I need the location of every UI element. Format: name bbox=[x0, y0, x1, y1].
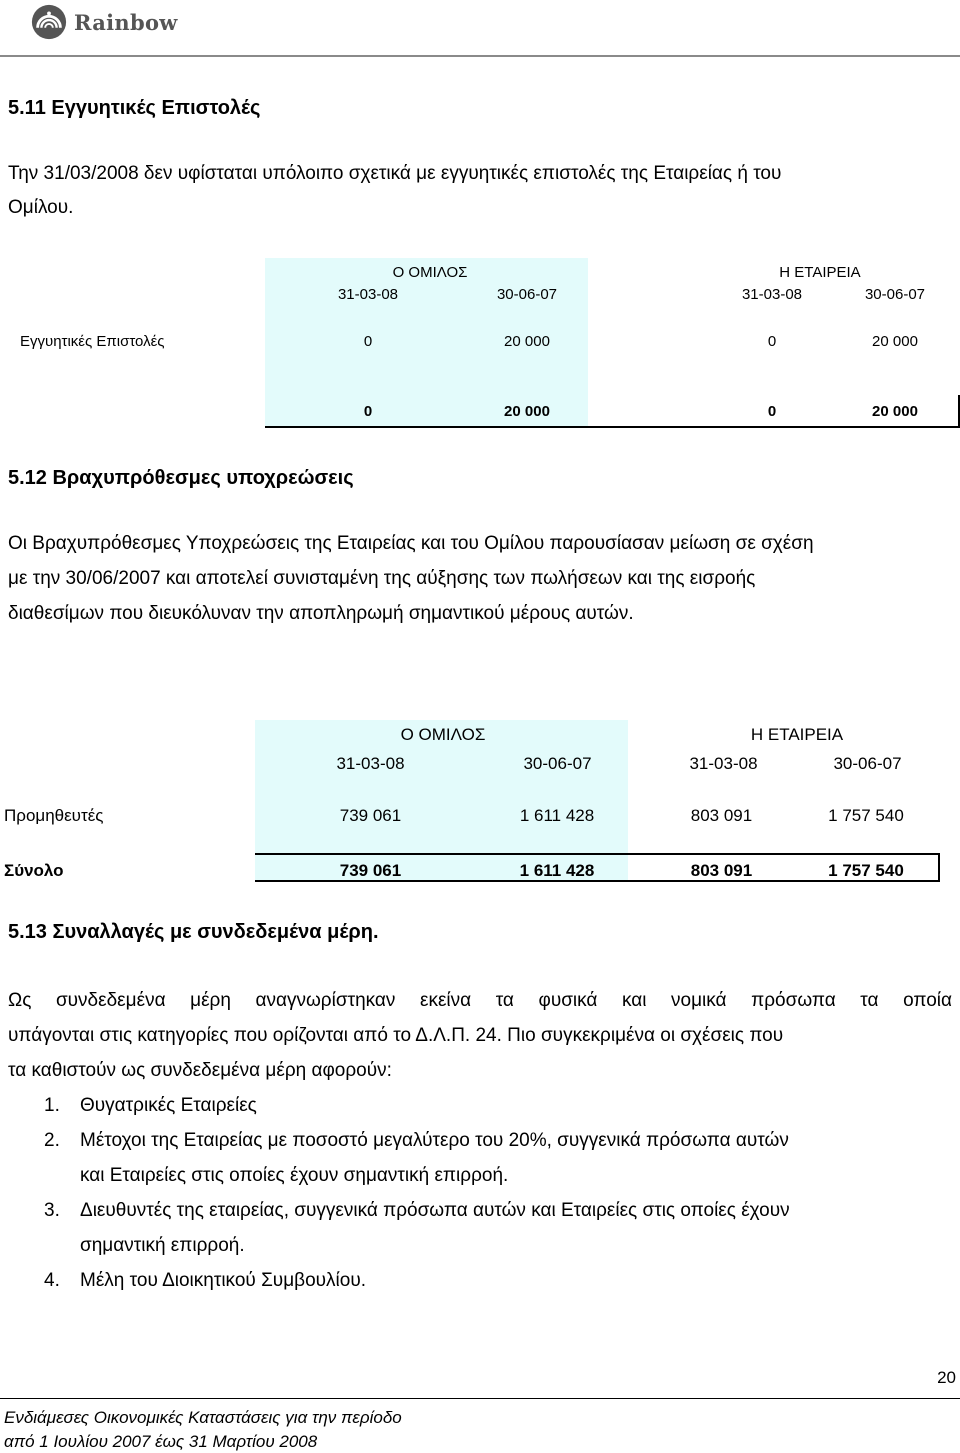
table1-date: 30-06-07 bbox=[496, 286, 558, 303]
header-divider bbox=[0, 55, 960, 57]
section-5-11-para-line1: Την 31/03/2008 δεν υφίσταται υπόλοιπο σχετικά με εγγυητικές επιστολές της Εταιρείας ή του bbox=[8, 163, 782, 184]
section-5-12-para-line: Οι Βραχυπρόθεσμες Υποχρεώσεις της Εταιρείας και του Ομίλου παρουσίασαν μείωση σε σχέση bbox=[8, 533, 814, 554]
section-5-13-para-line: τα καθιστούν ως συνδεδεμένα μέρη αφορούν: bbox=[8, 1060, 392, 1081]
brand-name: Rainbow bbox=[74, 9, 178, 35]
table1-cell: 20 000 bbox=[872, 333, 918, 350]
footer-divider bbox=[0, 1398, 960, 1399]
table2-cell: 803 091 bbox=[690, 806, 753, 825]
table2-date: 31-03-08 bbox=[689, 754, 758, 773]
page-number: 20 bbox=[937, 1368, 956, 1387]
table2-cell: 1 757 540 bbox=[828, 806, 904, 825]
table1-row-label: Εγγυητικές Επιστολές bbox=[20, 333, 165, 350]
list-item: Μέλη του Διοικητικού Συμβουλίου. bbox=[80, 1270, 366, 1291]
section-5-12-para-line: διαθεσίμων που διευκόλυναν την αποπληρωμή σημαντικού μέρους αυτών. bbox=[8, 603, 634, 624]
brand-logo bbox=[30, 3, 178, 41]
table1-total-cell: 0 bbox=[767, 403, 777, 420]
table2-top-rule bbox=[255, 853, 940, 855]
table2-total-cell: 803 091 bbox=[690, 861, 753, 880]
list-item-number: 4. bbox=[44, 1270, 60, 1291]
table2-total-cell: 1 757 540 bbox=[828, 861, 904, 880]
table1-company-header: Η ΕΤΑΙΡΕΙΑ bbox=[779, 264, 861, 281]
list-item-number: 3. bbox=[44, 1200, 60, 1221]
table2-company-header: Η ΕΤΑΙΡΕΙΑ bbox=[750, 725, 844, 744]
section-5-13-para-line: υπάγονται στις κατηγορίες που ορίζονται από το Δ.Λ.Π. 24. Πιο συγκεκριμένα οι σχέσεις που bbox=[8, 1025, 784, 1046]
table1-total-cell: 20 000 bbox=[504, 403, 550, 420]
rainbow-logo-icon bbox=[30, 3, 68, 41]
list-item-number: 2. bbox=[44, 1130, 60, 1151]
table2-total-cell: 739 061 bbox=[339, 861, 402, 880]
section-5-13-title: 5.13 Συναλλαγές με συνδεδεμένα μέρη. bbox=[8, 921, 379, 943]
table1-total-cell: 0 bbox=[363, 403, 373, 420]
table2-group-header: Ο ΟΜΙΛΟΣ bbox=[400, 725, 486, 744]
table1-cell: 20 000 bbox=[504, 333, 550, 350]
table1-date: 30-06-07 bbox=[864, 286, 926, 303]
list-item: Μέτοχοι της Εταιρείας με ποσοστό μεγαλύτερο του 20%, συγγενικά πρόσωπα αυτών bbox=[80, 1130, 789, 1151]
section-5-11-para-line2: Ομίλου. bbox=[8, 197, 74, 218]
footer-line: Ενδιάμεσες Οικονομικές Καταστάσεις για την περίοδο bbox=[4, 1408, 402, 1427]
table1-group-header: Ο ΟΜΙΛΟΣ bbox=[392, 264, 468, 281]
table1-bottom-rule bbox=[265, 426, 958, 428]
table2-cell: 1 611 428 bbox=[519, 806, 595, 825]
table1-cell: 0 bbox=[363, 333, 373, 350]
table2-date: 31-03-08 bbox=[336, 754, 405, 773]
table1-total-cell: 20 000 bbox=[872, 403, 918, 420]
list-item-continuation: και Εταιρείες στις οποίες έχουν σημαντική επιρροή. bbox=[80, 1165, 509, 1186]
table2-date: 30-06-07 bbox=[523, 754, 592, 773]
table2-right-rule bbox=[938, 853, 940, 882]
table2-total-label: Σύνολο bbox=[4, 861, 64, 880]
section-5-11-title: 5.11 Εγγυητικές Επιστολές bbox=[8, 97, 261, 119]
list-item-number: 1. bbox=[44, 1095, 60, 1116]
table2-total-cell: 1 611 428 bbox=[519, 861, 595, 880]
section-5-12-para-line: με την 30/06/2007 και αποτελεί συνισταμένη της αύξησης των πωλήσεων και της εισροής bbox=[8, 568, 756, 589]
table1-date: 31-03-08 bbox=[337, 286, 399, 303]
section-5-12-title: 5.12 Βραχυπρόθεσμες υποχρεώσεις bbox=[8, 467, 354, 489]
section-5-13-para-line: Ως συνδεδεμένα μέρη αναγνωρίστηκαν εκείνα τα φυσικά και νομικά πρόσωπα τα οποία bbox=[8, 990, 952, 1011]
table2-date: 30-06-07 bbox=[833, 754, 902, 773]
table2-cell: 739 061 bbox=[339, 806, 402, 825]
table1-cell: 0 bbox=[767, 333, 777, 350]
list-item-continuation: σημαντική επιρροή. bbox=[80, 1235, 245, 1256]
list-item: Θυγατρικές Εταιρείες bbox=[80, 1095, 257, 1116]
footer-line: από 1 Ιουλίου 2007 έως 31 Μαρτίου 2008 bbox=[4, 1432, 318, 1451]
table1-date: 31-03-08 bbox=[741, 286, 803, 303]
list-item: Διευθυντές της εταιρείας, συγγενικά πρόσωπα αυτών και Εταιρείες στις οποίες έχουν bbox=[80, 1200, 790, 1221]
table2-row-label: Προμηθευτές bbox=[4, 806, 104, 825]
